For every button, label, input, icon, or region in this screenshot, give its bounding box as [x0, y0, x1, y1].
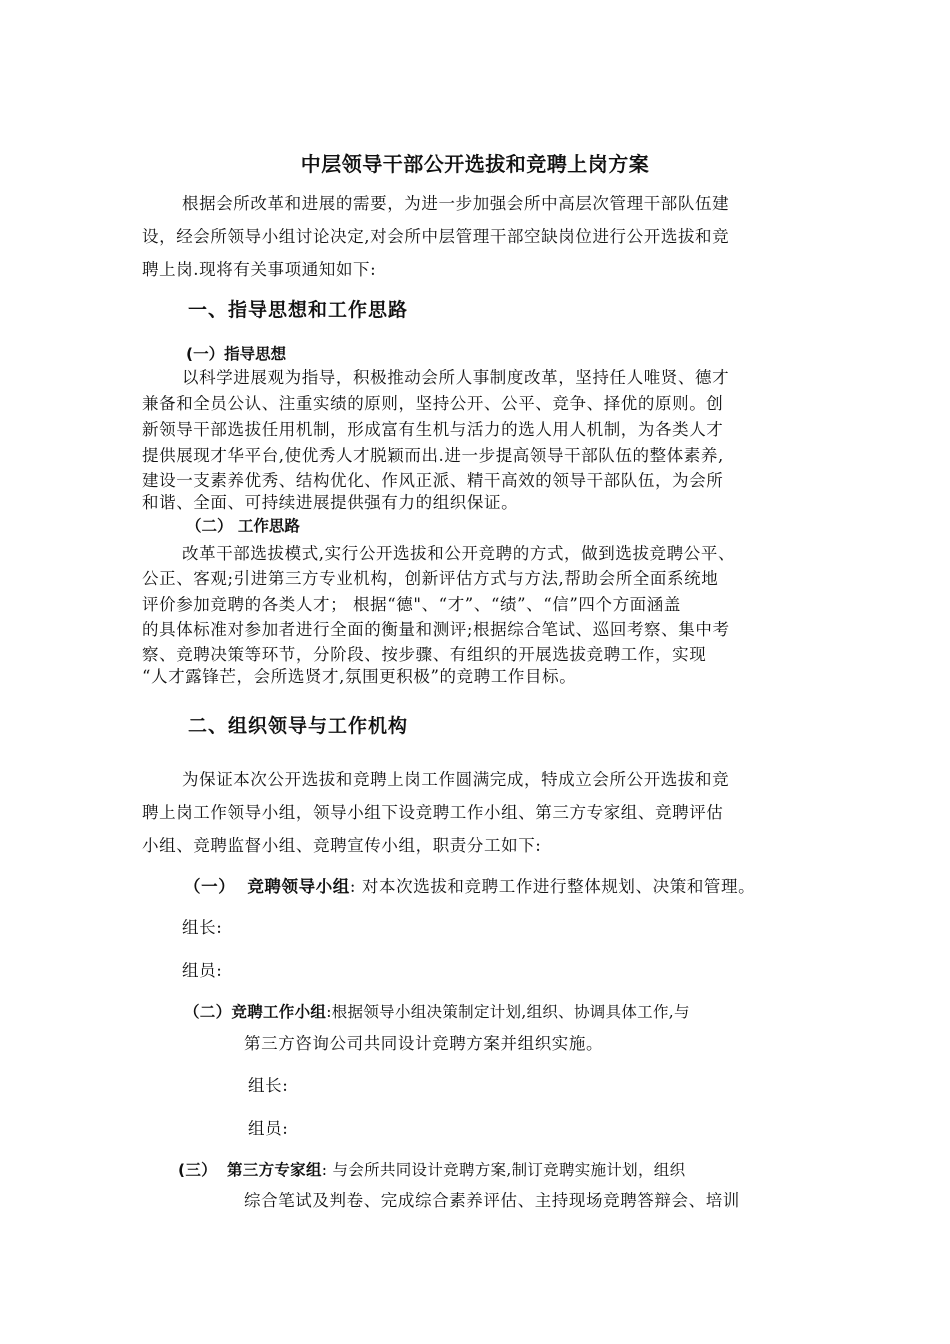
group-1-members-label: 组员:: [182, 961, 223, 980]
group-1-line: [184, 876, 755, 898]
section1-sub2-heading: （二） 工作思路: [186, 517, 300, 535]
document-title: 中层领导干部公开选拔和竞聘上岗方案: [300, 152, 650, 176]
section1-heading: 一、指导思想和工作思路: [188, 299, 409, 321]
group-1-leader-label: 组长:: [182, 918, 223, 937]
intro-line-1: 根据会所改革和进展的需要，为进一步加强会所中高层次管理干部队伍建: [182, 194, 730, 213]
section2-heading: 二、组织领导与工作机构: [188, 715, 409, 737]
sub2-line-3: 评价参加竞聘的各类人才； 根据“德"、“才”、“绩”、“信”四个方面涵盖: [142, 595, 681, 614]
group-2-name: 竞聘工作小组: [231, 1003, 327, 1021]
sub1-line-6: 和谐、全面、可持续进展提供强有力的组织保证。: [142, 493, 519, 512]
group-2-number: （二）: [184, 1003, 232, 1021]
sub1-line-5: 建设一支素养优秀、结构优化、作风正派、精干高效的领导干部队伍，为会所: [142, 471, 724, 490]
section1-sub1-heading: (一）指导思想: [186, 345, 287, 363]
group-2-desc-line-2: 第三方咨询公司共同设计竞聘方案并组织实施。: [244, 1034, 604, 1053]
group-1-number: （一）: [184, 877, 236, 896]
sub1-line-4: 提供展现才华平台,使优秀人才脱颖而出.进一步提高领导干部队伍的整体素养,: [142, 446, 724, 465]
intro-line-3: 聘上岗.现将有关事项通知如下:: [142, 260, 377, 279]
sub2-line-2: 公正、客观;引进第三方专业机构，创新评估方式与方法,帮助会所全面系统地: [142, 569, 719, 588]
section2-intro-line-2: 聘上岗工作领导小组，领导小组下设竞聘工作小组、第三方专家组、竞聘评估: [142, 803, 724, 822]
group-3-line: [178, 1159, 685, 1181]
group-3-desc-line-2: 综合笔试及判卷、完成综合素养评估、主持现场竞聘答辩会、培训: [244, 1191, 740, 1210]
sub2-line-6: “人才露锋芒，会所选贤才,氛围更积极”的竞聘工作目标。: [142, 667, 577, 686]
sub1-line-3: 新领导干部选拔任用机制，形成富有生机与活力的选人用人机制，为各类人才: [142, 420, 724, 439]
sub2-line-5: 察、竞聘决策等环节，分阶段、按步骤、有组织的开展选拔竞聘工作，实现: [142, 645, 707, 664]
group-2-members-label: 组员:: [248, 1119, 289, 1138]
group-1-name: 竞聘领导小组: [247, 877, 350, 896]
sub1-line-2: 兼备和全员公认、注重实绩的原则，坚持公开、公平、竞争、择优的原则。创: [142, 394, 724, 413]
group-3-name: 第三方专家组: [226, 1161, 322, 1179]
section2-intro-line-1: 为保证本次公开选拔和竞聘上岗工作圆满完成，特成立会所公开选拔和竞: [182, 770, 730, 789]
group-2-line: [184, 1001, 690, 1023]
sub1-line-1: 以科学进展观为指导，积极推动会所人事制度改革，坚持任人唯贤、德才: [182, 368, 730, 387]
intro-line-2: 设，经会所领导小组讨论决定,对会所中层管理干部空缺岗位进行公开选拔和竞: [142, 227, 730, 246]
group-1-desc: : 对本次选拔和竞聘工作进行整体规划、决策和管理。: [349, 877, 756, 896]
group-3-desc: : 与会所共同设计竞聘方案,制订竞聘实施计划，组织: [321, 1161, 686, 1179]
group-2-desc: :根据领导小组决策制定计划,组织、协调具体工作,与: [326, 1003, 690, 1021]
group-2-leader-label: 组长:: [248, 1076, 289, 1095]
sub2-line-1: 改革干部选拔模式,实行公开选拔和公开竞聘的方式，做到选拔竞聘公平、: [182, 544, 736, 563]
section2-intro-line-3: 小组、竞聘监督小组、竞聘宣传小组，职责分工如下:: [142, 836, 542, 855]
sub2-line-4: 的具体标准对参加者进行全面的衡量和测评;根据综合笔试、巡回考察、集中考: [142, 620, 730, 639]
group-3-number: (三）: [178, 1161, 217, 1179]
